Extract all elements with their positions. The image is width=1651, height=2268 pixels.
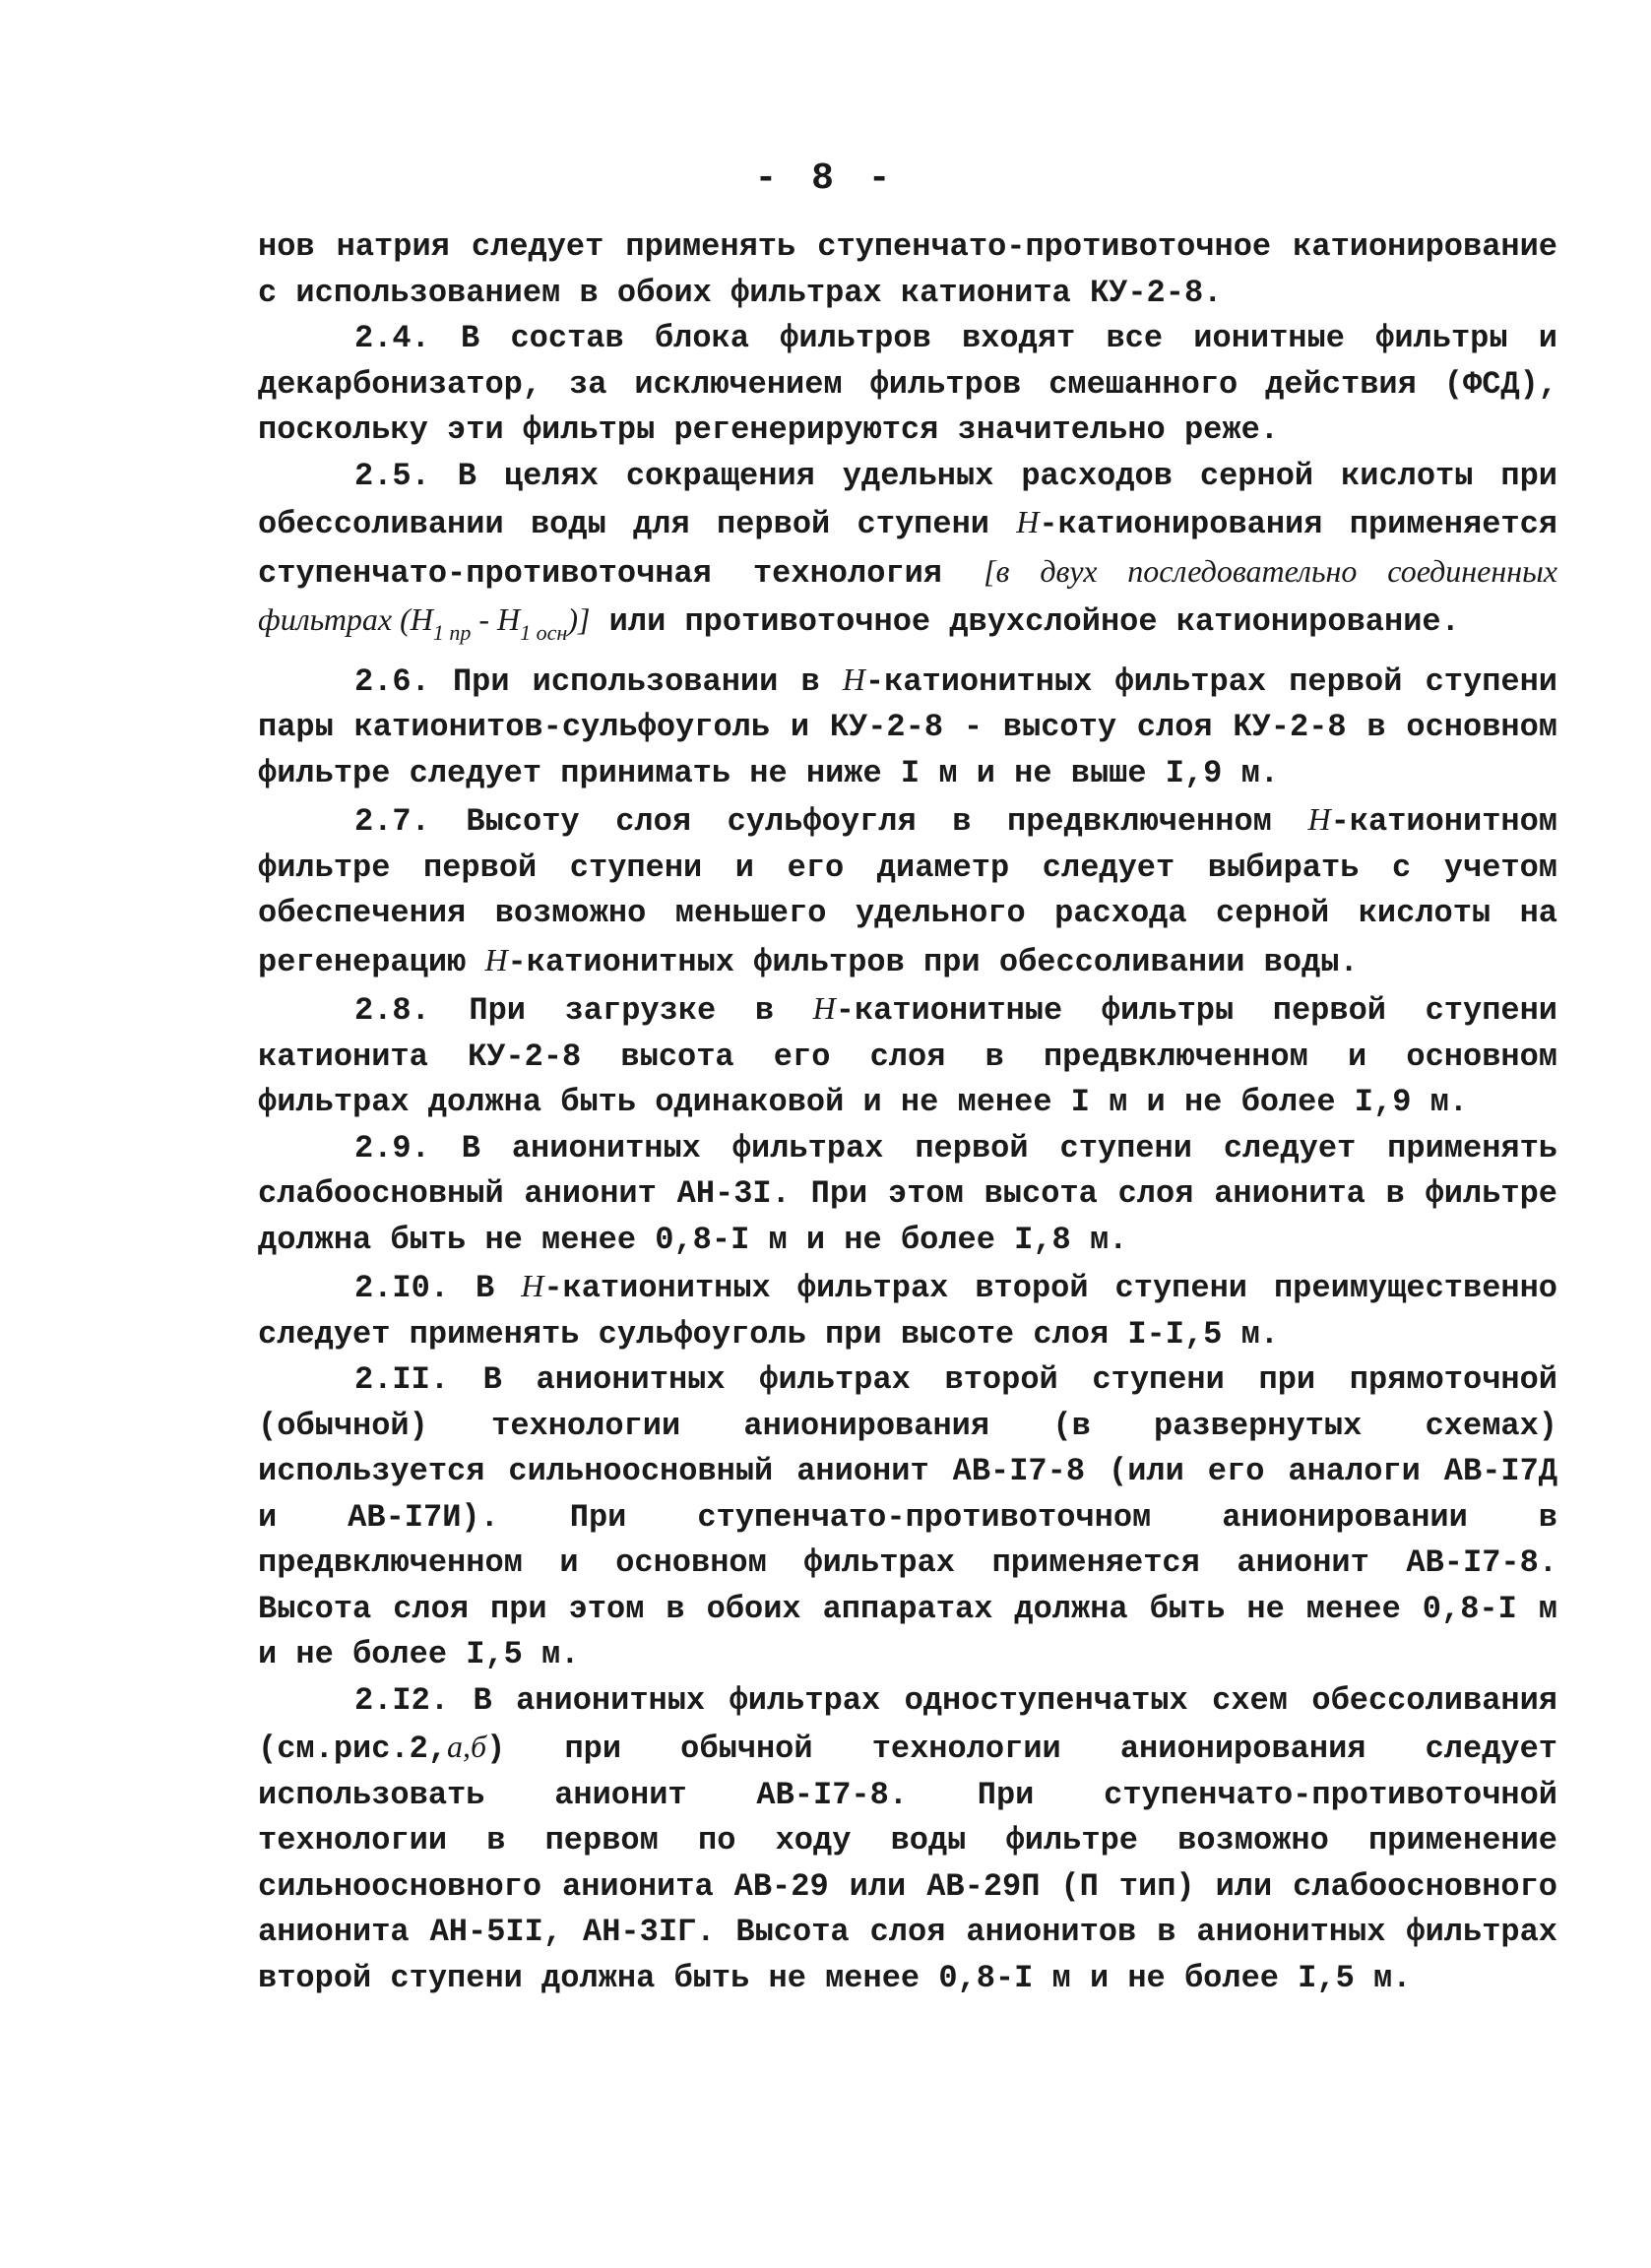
paragraph-2-5: 2.5. В целях сокращения удельных расходов серной кислоты при обессоливании воды для первой ступени Н-катионирования применяется ступенчато-противоточная технология [в двух последовательно соединенных фильтрах $(Н_{1 пр} - Н_{1 осн})$] или противоточное двухслойное катионирование. bbox=[258, 457, 1558, 645]
page-number: - 8 - bbox=[754, 158, 897, 200]
paragraph-2-8: 2.8. При загрузке в Н-катионитные фильтры первой ступени катионита КУ-2-8 высота его слоя в предвключенном и основном фильтрах должна быть одинаковой и не менее I м и не более I,9 м. bbox=[258, 990, 1558, 1120]
paragraph-2-4: 2.4. В состав блока фильтров входят все ионитные фильтры и декарбонизатор, за исключением фильтров смешанного действия (ФСД), поскольку эти фильтры регенерируются значительно реже. bbox=[258, 320, 1557, 448]
paragraph-2-7: 2.7. Высоту слоя сульфоугля в предвключенном Н-катионитном фильтре первой ступени и его диаметр следует выбирать с учетом обеспечения возможно меньшего удельного расхода серной кислоты на регенерацию Н-катионитных фильтров при обессоливании воды. bbox=[258, 801, 1557, 980]
paragraph-2-12: 2.I2. В анионитных фильтрах одноступенчатых схем обессоливания (см.рис.2,а,б) при обычной технологии анионирования следует использовать анионит АВ-I7-8. При ступенчато-противоточной технологии в первом по ходу воды фильтре возможно применение сильноосновного анионита АВ-29 или АВ-29П (П тип) или слабоосновного анионита АН-5II, АН-3IГ. Высота слоя анионитов в анионитных фильтрах второй ступени должна быть не менее 0,8-I м и не более I,5 м. bbox=[258, 1681, 1557, 1996]
body-text bbox=[258, 224, 1557, 2001]
paragraph-2-6: 2.6. При использовании в Н-катионитных фильтрах первой ступени пары катионитов-сульфоуголь и КУ-2-8 - высоту слоя КУ-2-8 в основном фильтре следует принимать не ниже I м и не выше I,9 м. bbox=[258, 661, 1558, 791]
paragraph-continuation: нов натрия следует применять ступенчато-противоточное катионирование с использованием в обоих фильтрах катионита КУ-2-8. bbox=[258, 228, 1557, 311]
paragraph-2-10: 2.I0. В Н-катионитных фильтрах второй ступени преимущественно следует применять сульфоуголь при высоте слоя I-I,5 м. bbox=[258, 1268, 1558, 1353]
paragraph-2-9: 2.9. В анионитных фильтрах первой ступени следует применять слабоосновный анионит АН-3I. При этом высота слоя анионита в фильтре должна быть не менее 0,8-I м и не более I,8 м. bbox=[258, 1129, 1557, 1258]
paragraph-2-11: 2.II. В анионитных фильтрах второй ступени при прямоточной (обычной) технологии анионирования (в развернутых схемах) используется сильноосновный анионит АВ-I7-8 (или его аналоги АВ-I7Д и АВ-I7И). При ступенчато-противоточном анионировании в предвключенном и основном фильтрах применяется анионит АВ-I7-8. Высота слоя при этом в обоих аппаратах должна быть не менее 0,8-I м и не более I,5 м. bbox=[258, 1361, 1557, 1672]
